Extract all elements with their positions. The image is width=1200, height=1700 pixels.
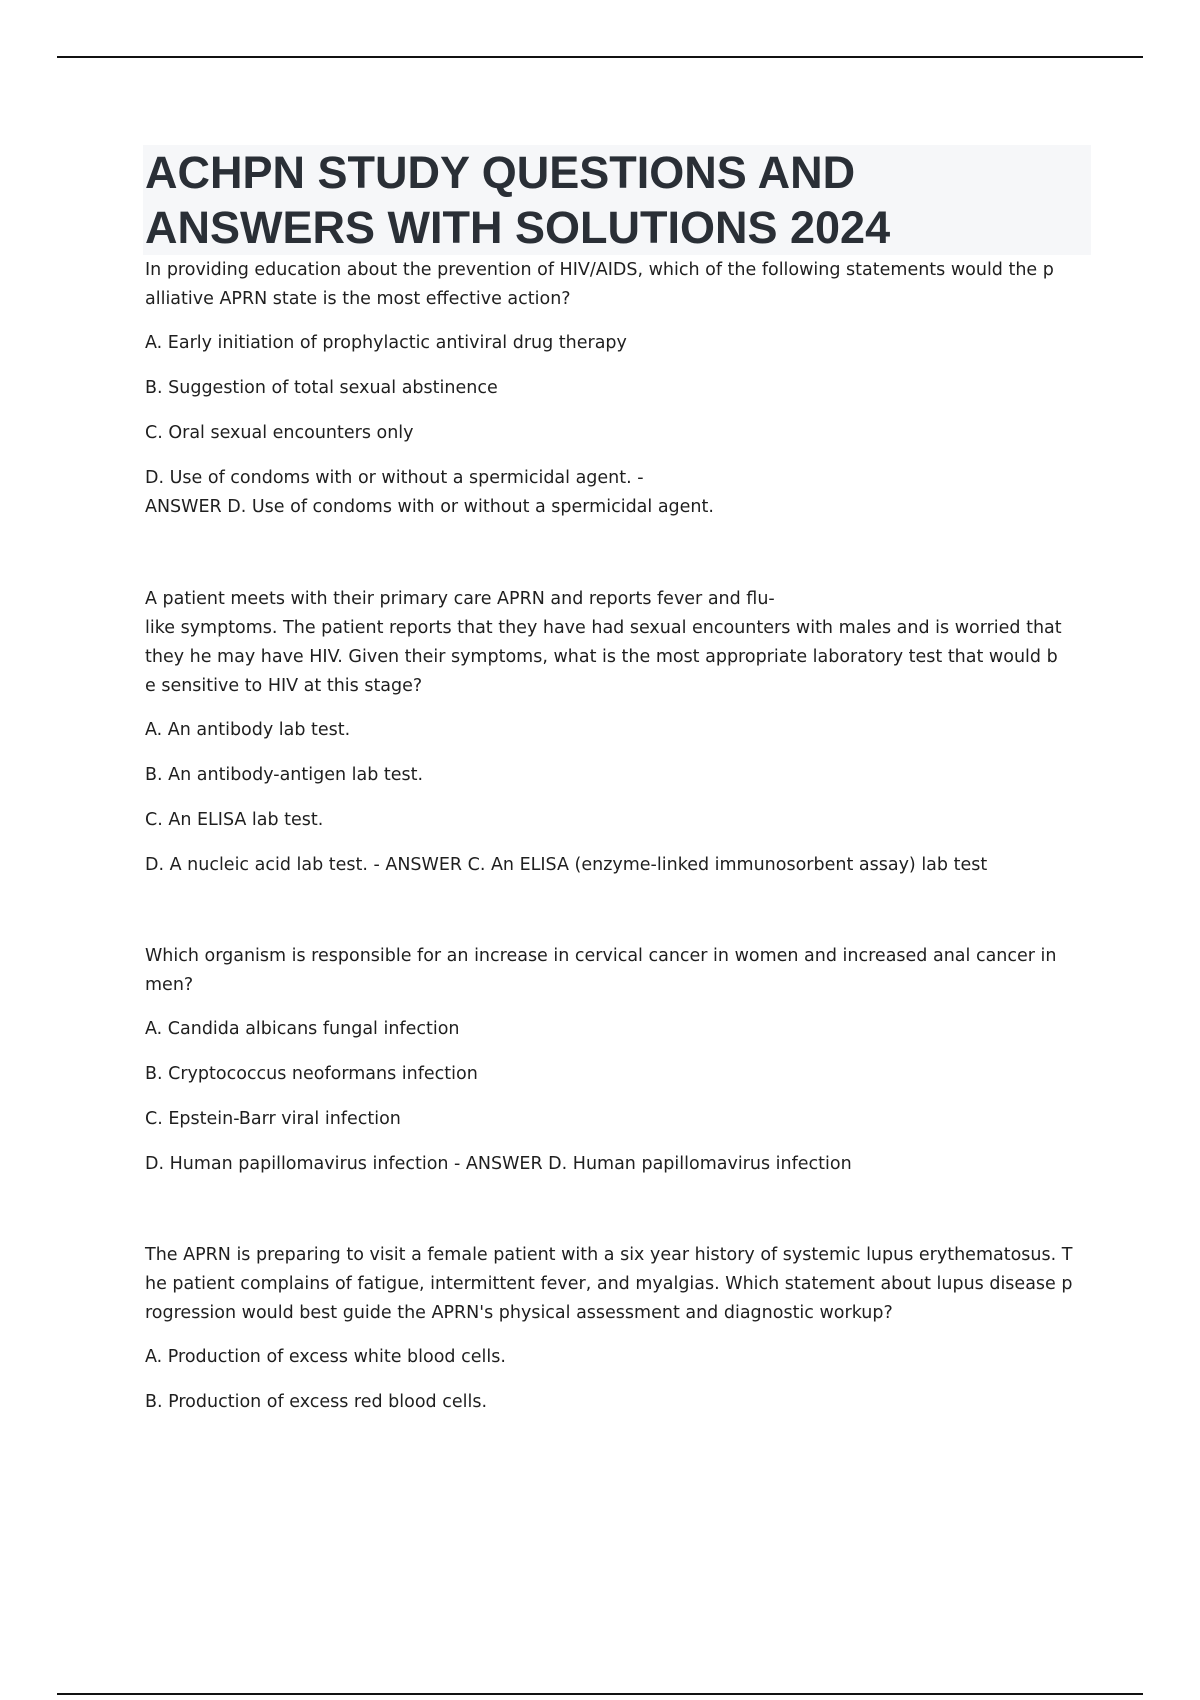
header-rule [57, 56, 1143, 58]
question-1 [145, 256, 1095, 522]
title-line-2: ANSWERS WITH SOLUTIONS 2024 [145, 202, 891, 253]
answer-option-a: A. Production of excess white blood cells. [145, 1347, 506, 1367]
answer-option-a: A. Candida albicans fungal infection [145, 1019, 460, 1039]
question-stem: Which organism is responsible for an increase in cervical cancer in women and increased anal cancer in men? [145, 946, 1057, 995]
answer-option-b: B. Suggestion of total sexual abstinence [145, 378, 498, 398]
answer-option-c: C. Oral sexual encounters only [145, 423, 414, 443]
answer-option-c: C. An ELISA lab test. [145, 810, 324, 830]
answer-option-a: A. Early initiation of prophylactic antiviral drug therapy [145, 333, 627, 353]
title-line-1: ACHPN STUDY QUESTIONS AND [145, 147, 856, 198]
answer-option-c: C. Epstein-Barr viral infection [145, 1109, 401, 1129]
answer-option-b: B. Cryptococcus neoformans infection [145, 1064, 478, 1084]
question-stem: In providing education about the prevention of HIV/AIDS, which of the following statements would the p alliative APRN state is the most effective action? [145, 260, 1054, 309]
question-stem: The APRN is preparing to visit a female patient with a six year history of systemic lupus erythematosus. T he patient complains of fatigue, intermittent fever, and myalgias. Which statement about lupus disease p rogression would best guide the APRN's physical assessment and diagnostic workup? [145, 1245, 1073, 1323]
answer-option-d: D. A nucleic acid lab test. - ANSWER C. An ELISA (enzyme-linked immunosorbent assay) lab test [145, 855, 988, 875]
question-3 [145, 942, 1095, 1179]
question-list [145, 256, 1095, 1417]
question-stem: A patient meets with their primary care APRN and reports fever and flu- like symptoms. The patient reports that they have had sexual encounters with males and is worried that they he may have HIV. Given their symptoms, what is the most appropriate laboratory test that would b e sensitive to HIV at this stage? [145, 589, 1062, 696]
document-title [143, 145, 1091, 255]
answer-option-d: D. Use of condoms with or without a spermicidal agent. - ANSWER D. Use of condoms with or without a spermicidal agent. [145, 468, 714, 517]
answer-option-b: B. Production of excess red blood cells. [145, 1392, 488, 1412]
answer-option-a: A. An antibody lab test. [145, 720, 351, 740]
answer-option-d: D. Human papillomavirus infection - ANSWER D. Human papillomavirus infection [145, 1154, 852, 1174]
question-4 [145, 1241, 1095, 1417]
question-2 [145, 585, 1095, 880]
answer-option-b: B. An antibody-antigen lab test. [145, 765, 424, 785]
footer-rule [57, 1693, 1143, 1695]
